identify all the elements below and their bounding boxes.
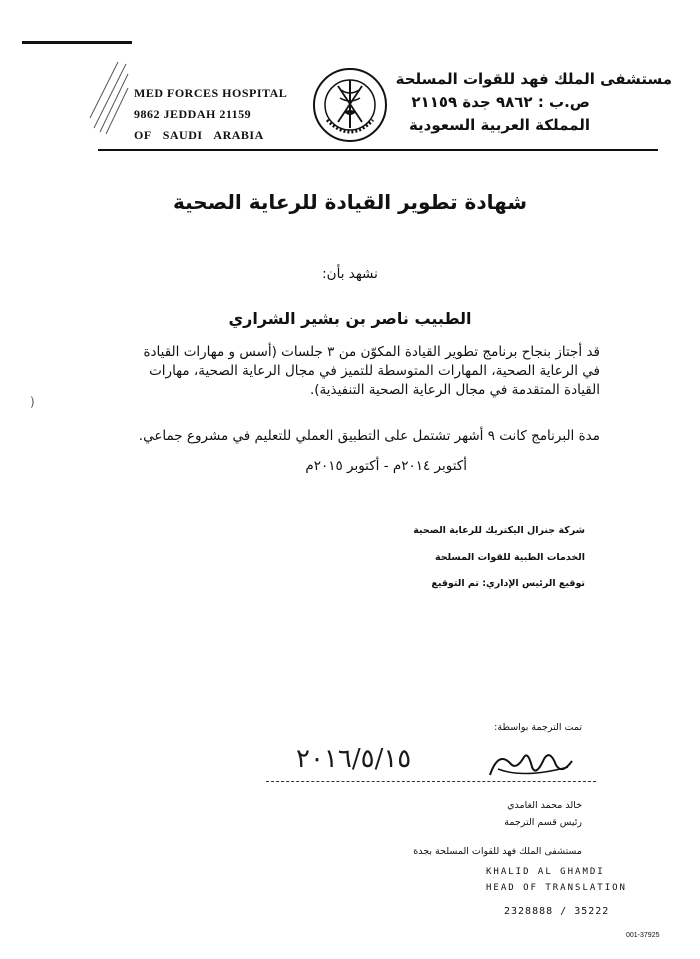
scan-top-mark (22, 41, 132, 44)
recipient-name: الطبيب ناصر بن بشير الشراري (228, 309, 472, 328)
translator-hospital-ar: مستشفى الملك فهد للقوات المسلحة بجدة (413, 846, 582, 857)
translator-signature-icon (484, 745, 576, 785)
handwritten-date: ٢٠١٦/٥/١٥ (296, 744, 412, 774)
reference-number: 001-37925 (626, 932, 660, 939)
program-paragraph-line3: القيادة المتقدمة في مجال الرعاية الصحية التنفيذية). (309, 382, 600, 398)
header-ar-line3: المملكة العربية السعودية (408, 116, 590, 134)
issuer-ge-healthcare: شركة جنرال اليكتريك للرعاية الصحية (413, 525, 585, 536)
header-ar-line2: ص.ب : ٩٨٦٢ جدة ٢١١٥٩ (411, 93, 590, 111)
translator-phone: 2328888 / 35222 (504, 906, 610, 917)
attest-label: نشهد بأن: (322, 266, 378, 282)
header-en-line2: 9862 JEDDAH 21159 (134, 107, 252, 121)
scan-edge-hatch (86, 58, 130, 138)
translator-title-en: HEAD OF TRANSLATION (486, 883, 627, 893)
header-ar-line1: مستشفى الملك فهد للقوات المسلحة (395, 70, 672, 88)
issuer-armed-forces-medical: الخدمات الطبية للقوات المسلحة (434, 552, 585, 563)
program-paragraph-line2: في الرعاية الصحية، المهارات المتوسطة للتميز في مجال الرعاية الصحية، مهارات (149, 363, 600, 379)
program-duration: مدة البرنامج كانت ٩ أشهر تشتمل على التطبيق العملي للتعليم في مشروع جماعي. (138, 428, 600, 444)
translator-name-en: KHALID AL GHAMDI (486, 867, 605, 877)
header-en-line3: OF SAUDI ARABIA (134, 128, 264, 142)
program-period: أكتوبر ٢٠١٤م - أكتوبر ٢٠١٥م (305, 458, 467, 474)
hospital-emblem-icon (311, 66, 389, 144)
translator-title-ar: رئيس قسم الترجمة (504, 817, 582, 828)
header-en-line1: MED FORCES HOSPITAL (134, 86, 288, 100)
signature-line (266, 781, 596, 782)
signature-status: توقيع الرئيس الإداري: تم التوقيع (431, 578, 585, 589)
certificate-title: شهادة تطوير القيادة للرعاية الصحية (173, 190, 527, 214)
program-paragraph-line1: قد أجتاز بنجاح برنامج تطوير القيادة المكوّن من ٣ جلسات (أسس و مهارات القيادة (143, 344, 600, 360)
translator-name-ar: خالد محمد الغامدي (507, 800, 582, 811)
scan-side-mark: ) (30, 395, 35, 409)
translated-by-label: تمت الترجمة بواسطة: (494, 722, 582, 733)
header-divider (98, 149, 658, 151)
